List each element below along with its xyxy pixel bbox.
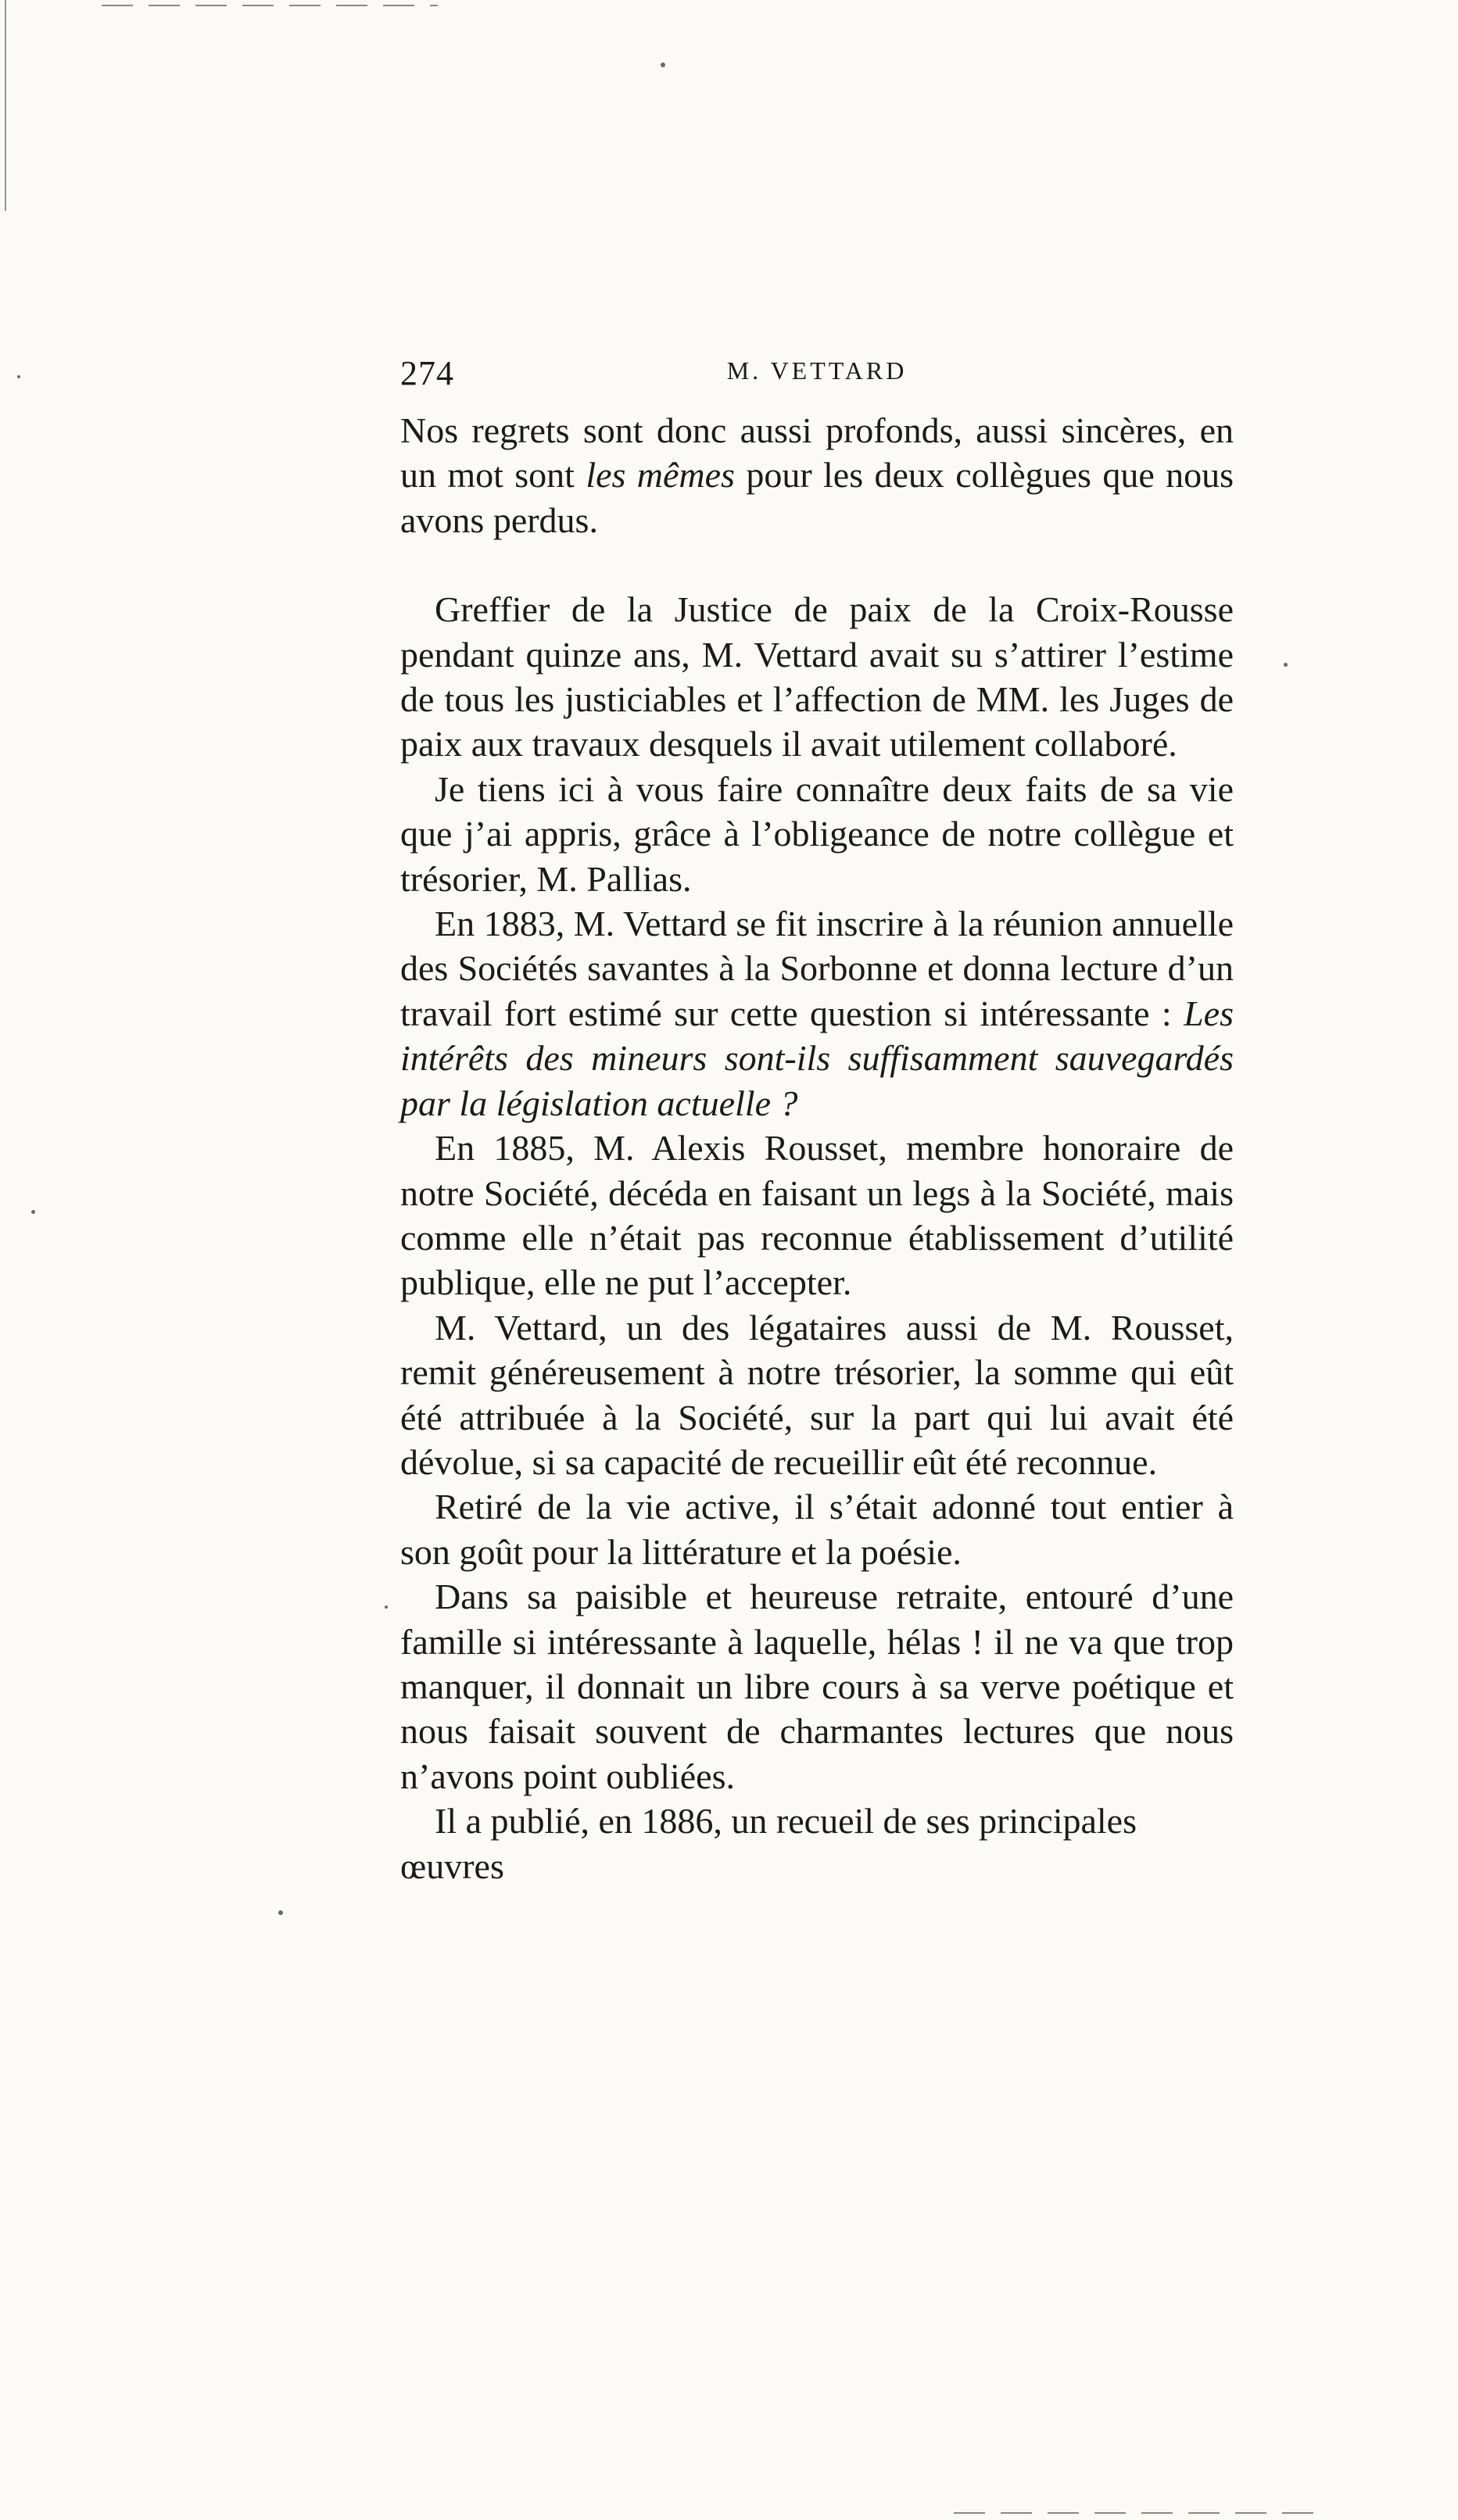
page-header	[400, 353, 1234, 400]
scan-bottom-dashes	[954, 2512, 1329, 2514]
paragraph: M. Vettard, un des légataires aussi de M. Rousset, remit généreusement à notre trésorier, la somme qui eût été attribuée à la Société, sur la part qui lui avait été dévolue, si sa capacité de recueillir eût été reconnue.	[400, 1307, 1234, 1482]
italic-title: Les intérêts des mineurs sont-ils suffisamment sauvegardés par la législation actuelle ?	[400, 993, 1234, 1123]
paragraph: Retiré de la vie active, il s’était adonné tout entier à son goût pour la littérature et la poésie.	[400, 1487, 1234, 1572]
italic-phrase: les mêmes	[586, 455, 735, 496]
scan-edge-line	[5, 0, 6, 211]
speck	[17, 375, 20, 378]
running-head: M. VETTARD	[726, 356, 908, 385]
speck	[661, 63, 665, 67]
paragraph: Il a publié, en 1886, un recueil de ses principales œuvres	[400, 1801, 1137, 1886]
scan-top-dashes	[102, 5, 438, 6]
speck	[278, 1910, 283, 1915]
paragraph: Greffier de la Justice de paix de la Croix-Rousse pendant quinze ans, M. Vettard avait su s’attirer l’estime de tous les justiciables et l’affection de MM. les Juges de paix aux travaux desquels il avait utilement collaboré.	[400, 589, 1234, 764]
paragraph: Je tiens ici à vous faire connaître deux faits de sa vie que j’ai appris, grâce à l’obligeance de notre collègue et trésorier, M. Pallias.	[400, 768, 1234, 899]
paragraph: Dans sa paisible et heureuse retraite, entouré d’une famille si intéressante à laquelle, hélas ! il ne va que trop manquer, il donnait un libre cours à sa verve poétique et nous faisait souvent de charmantes lectures que nous n’avons point oubliées.	[400, 1577, 1234, 1796]
body-text	[400, 408, 1234, 1888]
speck	[31, 1210, 35, 1214]
page-number: 274	[400, 354, 454, 392]
paragraph: En 1883, M. Vettard se fit inscrire à la réunion annuelle des Sociétés savantes à la Sorbonne et donna lecture d’un travail fort estimé sur cette question si intéressante : Les intérêts des mineurs sont-ils suffisamment sauvegardés par la législation actuelle ?	[400, 904, 1234, 1123]
speck	[1284, 663, 1288, 667]
paragraph: En 1885, M. Alexis Rousset, membre honoraire de notre Société, décéda en faisant un legs à la Société, mais comme elle n’était pas reconnue établissement d’utilité publique, elle ne put l’accepter.	[400, 1128, 1234, 1303]
paragraph: Nos regrets sont donc aussi profonds, aussi sincères, en un mot sont les mêmes pour les deux collègues que nous avons perdus.	[400, 410, 1234, 540]
speck	[385, 1605, 388, 1609]
